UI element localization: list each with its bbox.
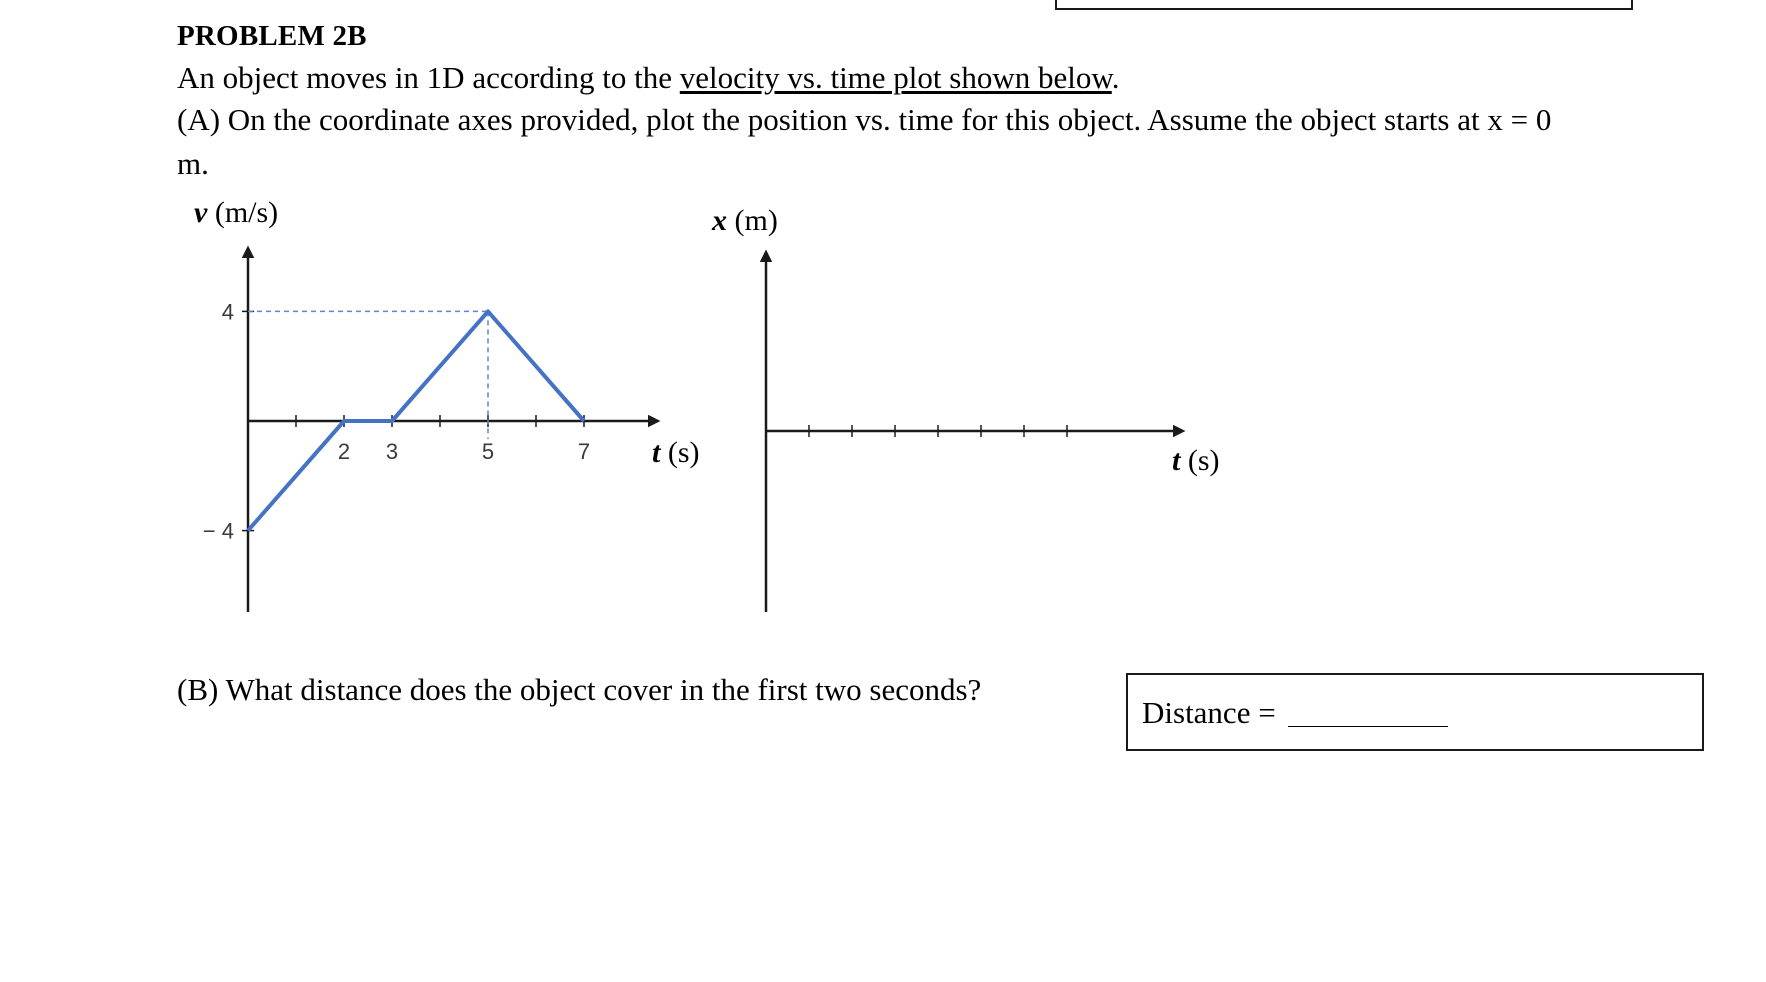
velocity-x-axis-label	[652, 436, 700, 469]
velocity-axis-unit: (m/s)	[207, 196, 279, 229]
velocity-x-tick-label: 5	[481, 439, 495, 464]
velocity-x-tick-labels	[338, 439, 590, 464]
velocity-chart	[194, 196, 700, 612]
intro-before: An object moves in 1D according to the	[177, 60, 680, 95]
position-x-unit: (s)	[1180, 444, 1220, 477]
position-axis-unit: (m)	[727, 204, 778, 237]
velocity-y-tick-label: − 4	[202, 518, 234, 544]
part-a-text: (A) On the coordinate axes provided, plot the position vs. time for this object. Assume the object starts at x = 0	[177, 102, 1552, 137]
velocity-axis-var: v	[194, 196, 208, 229]
position-chart	[711, 204, 1220, 612]
part-a-continuation: m.	[177, 146, 209, 181]
velocity-x-tick-label: 2	[337, 439, 351, 464]
position-x-var: t	[1172, 444, 1181, 477]
velocity-y-tick-label: 4	[221, 299, 234, 325]
distance-answer-box	[1126, 673, 1704, 751]
intro-link: velocity vs. time plot shown below	[679, 60, 1112, 95]
position-x-axis-label	[1172, 444, 1220, 477]
velocity-x-tick-label: 3	[385, 439, 399, 464]
intro-after: .	[1111, 60, 1120, 95]
velocity-y-ticks	[203, 299, 254, 543]
position-axis-var: x	[712, 204, 727, 237]
velocity-x-unit: (s)	[660, 436, 700, 469]
velocity-x-var: t	[652, 436, 661, 469]
velocity-axis-label	[194, 196, 278, 229]
part-b-question: (B) What distance does the object cover in the first two seconds?	[177, 672, 982, 707]
distance-label: Distance =	[1142, 695, 1276, 730]
distance-answer-blank[interactable]	[1288, 726, 1448, 727]
problem-title: PROBLEM 2B	[177, 20, 367, 52]
position-axis-label	[711, 204, 778, 237]
velocity-x-tick-label: 7	[577, 439, 591, 464]
